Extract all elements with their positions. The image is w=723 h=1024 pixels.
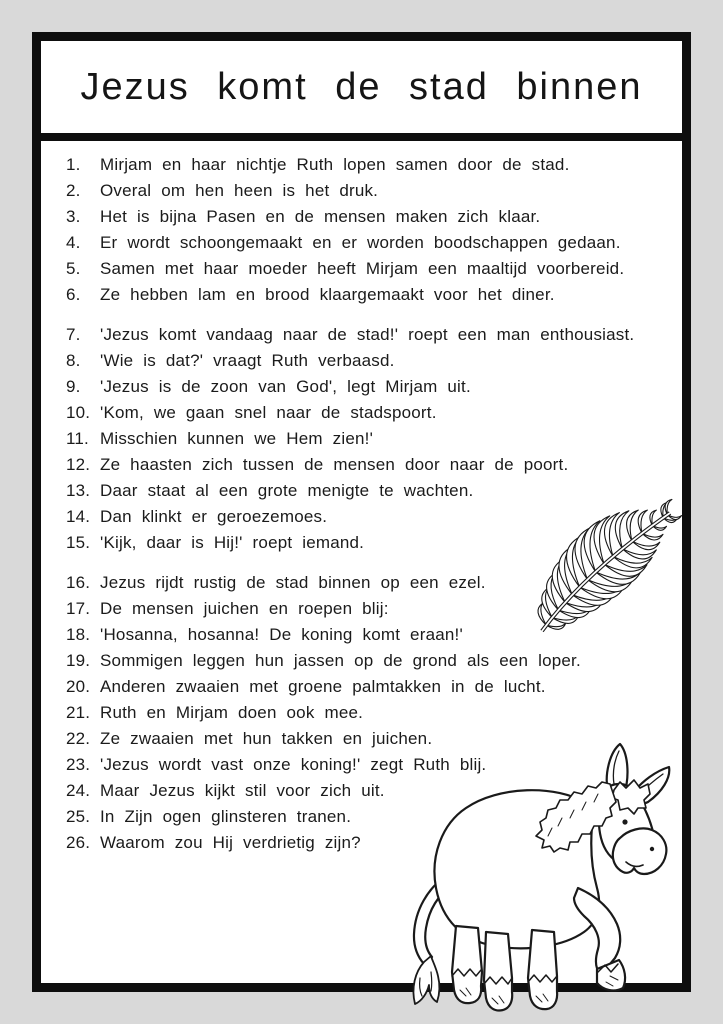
- list-line-number: 5.: [66, 259, 81, 278]
- list-line-text: Jezus rijdt rustig de stad binnen op een ezel.: [100, 573, 486, 592]
- list-line: [66, 152, 666, 178]
- list-line: [66, 452, 666, 478]
- list-line: [66, 282, 666, 308]
- list-line-number: 9.: [66, 377, 81, 396]
- list-line-number: 14.: [66, 507, 91, 526]
- list-line-text: 'Wie is dat?' vraagt Ruth verbaasd.: [100, 351, 395, 370]
- list-line-text: Dan klinkt er geroezemoes.: [100, 507, 328, 526]
- list-line: [66, 204, 666, 230]
- list-line-number: 13.: [66, 481, 91, 500]
- list-line: [66, 426, 666, 452]
- list-line-number: 21.: [66, 703, 91, 722]
- list-line-number: 12.: [66, 455, 91, 474]
- list-line-number: 24.: [66, 781, 91, 800]
- list-line-text: 'Hosanna, hosanna! De koning komt eraan!': [100, 625, 463, 644]
- list-line-text: De mensen juichen en roepen blij:: [100, 599, 389, 618]
- list-line-text: In Zijn ogen glinsteren tranen.: [100, 807, 352, 826]
- list-line: [66, 700, 666, 726]
- page-title: Jezus komt de stad binnen: [80, 65, 643, 108]
- list-line-number: 8.: [66, 351, 81, 370]
- list-line-number: 15.: [66, 533, 91, 552]
- list-line-number: 17.: [66, 599, 91, 618]
- list-line-text: Het is bijna Pasen en de mensen maken zich klaar.: [100, 207, 541, 226]
- list-line-text: 'Kijk, daar is Hij!' roept iemand.: [100, 533, 365, 552]
- list-line-number: 2.: [66, 181, 81, 200]
- list-line-text: Anderen zwaaien met groene palmtakken in de lucht.: [100, 677, 546, 696]
- list-line-text: Mirjam en haar nichtje Ruth lopen samen door de stad.: [100, 155, 570, 174]
- list-line: [66, 400, 666, 426]
- list-line: [66, 374, 666, 400]
- list-line-text: 'Jezus komt vandaag naar de stad!' roept een man enthousiast.: [100, 325, 635, 344]
- list-line: [66, 178, 666, 204]
- list-line-number: 4.: [66, 233, 81, 252]
- list-line-number: 10.: [66, 403, 91, 422]
- list-line: [66, 230, 666, 256]
- list-line: [66, 256, 666, 282]
- list-line-text: Daar staat al een grote menigte te wachten.: [100, 481, 474, 500]
- list-line-number: 22.: [66, 729, 91, 748]
- list-line-text: Sommigen leggen hun jassen op de grond als een loper.: [100, 651, 581, 670]
- donkey-illustration: [398, 738, 698, 1024]
- list-line-number: 16.: [66, 573, 91, 592]
- list-line-number: 18.: [66, 625, 91, 644]
- list-line-text: Samen met haar moeder heeft Mirjam een maaltijd voorbereid.: [100, 259, 625, 278]
- palm-branch-illustration: [526, 479, 698, 641]
- list-line-number: 1.: [66, 155, 81, 174]
- list-line-text: Overal om hen heen is het druk.: [100, 181, 379, 200]
- list-line-number: 6.: [66, 285, 81, 304]
- list-line: [66, 674, 666, 700]
- list-line-text: Misschien kunnen we Hem zien!': [100, 429, 374, 448]
- list-line-number: 20.: [66, 677, 91, 696]
- story-group: [66, 152, 666, 308]
- list-line-text: Ruth en Mirjam doen ook mee.: [100, 703, 364, 722]
- list-line-text: Ze zwaaien met hun takken en juichen.: [100, 729, 433, 748]
- title-block: [41, 41, 682, 141]
- list-line-text: Waarom zou Hij verdrietig zijn?: [100, 833, 361, 852]
- list-line-number: 19.: [66, 651, 91, 670]
- list-line-text: 'Jezus wordt vast onze koning!' zegt Ruth blij.: [100, 755, 487, 774]
- list-line: [66, 348, 666, 374]
- list-line-number: 7.: [66, 325, 81, 344]
- list-line-number: 3.: [66, 207, 81, 226]
- list-line-number: 11.: [66, 429, 89, 448]
- list-line-text: Ze hebben lam en brood klaargemaakt voor het diner.: [100, 285, 555, 304]
- list-line-text: Maar Jezus kijkt stil voor zich uit.: [100, 781, 385, 800]
- list-line-text: Ze haasten zich tussen de mensen door naar de poort.: [100, 455, 569, 474]
- list-line-text: 'Jezus is de zoon van God', legt Mirjam uit.: [100, 377, 471, 396]
- list-line-text: 'Kom, we gaan snel naar de stadspoort.: [100, 403, 437, 422]
- list-line: [66, 648, 666, 674]
- list-line: [66, 322, 666, 348]
- list-line-number: 25.: [66, 807, 91, 826]
- list-line-text: Er wordt schoongemaakt en er worden boodschappen gedaan.: [100, 233, 621, 252]
- list-line-number: 23.: [66, 755, 91, 774]
- list-line-number: 26.: [66, 833, 91, 852]
